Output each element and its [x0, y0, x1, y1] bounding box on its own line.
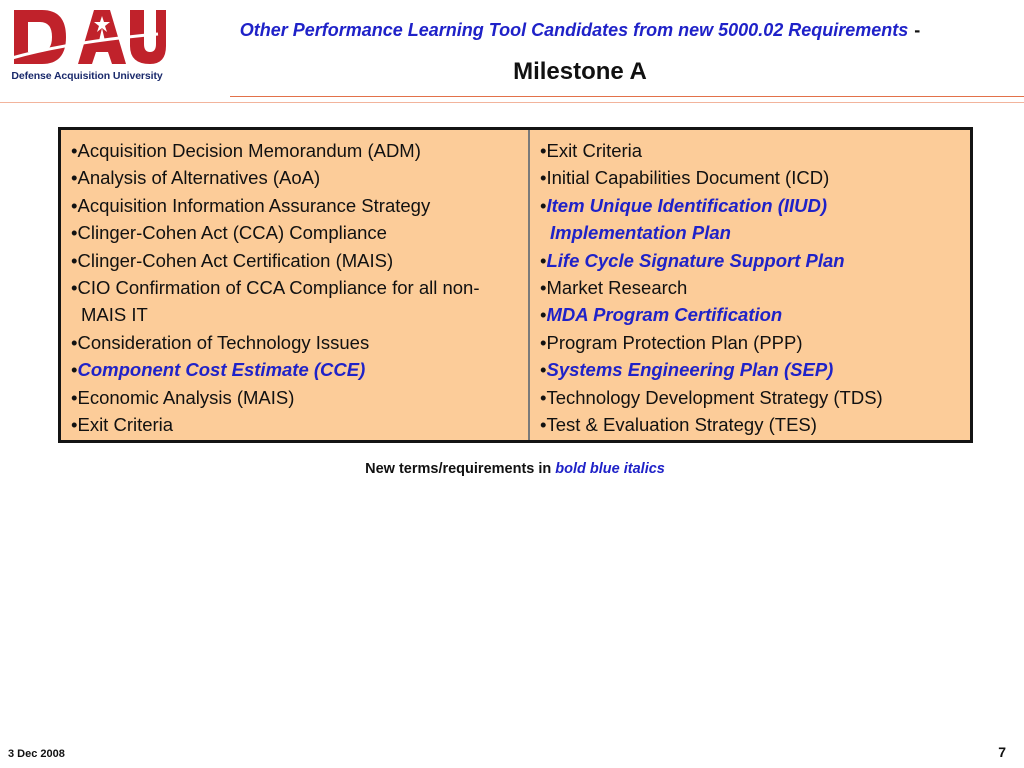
footer-date: 3 Dec 2008	[8, 748, 65, 760]
bullet-glyph: •	[540, 167, 547, 189]
bullet-glyph: •	[540, 277, 547, 299]
bullet-glyph: •	[540, 249, 547, 271]
legend-note	[0, 461, 1024, 477]
bullet-glyph: •	[540, 414, 547, 436]
bullet-glyph: •	[540, 304, 547, 326]
header-subrule	[0, 102, 1024, 103]
requirement-text: Acquisition Decision Memorandum (ADM)	[77, 140, 421, 161]
requirement-text: Systems Engineering Plan (SEP)	[546, 359, 834, 381]
requirement-text: Clinger-Cohen Act Certification (MAIS)	[77, 249, 394, 271]
requirement-item	[71, 137, 522, 164]
slide-title-text: Other Performance Learning Tool Candidates from new 5000.02 Requirements	[239, 20, 909, 40]
requirement-item	[540, 411, 964, 438]
dau-logo-mark	[8, 6, 166, 68]
requirement-text: Consideration of Technology Issues	[77, 331, 370, 353]
bullet-glyph: •	[71, 386, 78, 408]
bullet-glyph: •	[71, 414, 78, 436]
requirement-text: Test & Evaluation Strategy (TES)	[546, 414, 817, 436]
bullet-glyph: •	[71, 140, 78, 161]
requirements-table	[58, 127, 973, 443]
requirement-text: Exit Criteria	[546, 140, 643, 161]
bullet-glyph: •	[540, 359, 547, 381]
requirement-text: Market Research	[546, 277, 688, 299]
requirement-item	[71, 219, 522, 246]
header-rule	[230, 96, 1024, 97]
requirement-text: Analysis of Alternatives (AoA)	[77, 167, 321, 189]
requirement-item	[71, 247, 522, 274]
requirement-item	[540, 164, 964, 191]
requirement-text: Initial Capabilities Document (ICD)	[546, 167, 830, 189]
requirement-item	[540, 356, 964, 383]
bullet-glyph: •	[71, 359, 78, 381]
requirement-text: Component Cost Estimate (CCE)	[77, 359, 366, 381]
requirement-item	[71, 192, 522, 219]
requirement-text: MDA Program Certification	[546, 304, 783, 326]
requirement-text: Clinger-Cohen Act (CCA) Compliance	[77, 222, 387, 244]
page-number: 7	[998, 744, 1006, 760]
bullet-glyph: •	[71, 277, 78, 299]
bullet-glyph: •	[71, 194, 78, 216]
legend-note-highlight: bold blue italics	[555, 461, 665, 477]
bullet-glyph: •	[71, 331, 78, 353]
requirement-item	[540, 192, 964, 247]
requirement-item	[540, 329, 964, 356]
bullet-glyph: •	[71, 167, 78, 189]
requirement-item	[71, 411, 522, 438]
bullet-glyph: •	[540, 194, 547, 216]
dau-logo	[8, 6, 166, 94]
bullet-glyph: •	[540, 140, 547, 161]
requirements-right-column	[530, 130, 970, 440]
requirement-item	[71, 384, 522, 411]
requirement-text: Program Protection Plan (PPP)	[546, 331, 803, 353]
requirement-item	[71, 164, 522, 191]
requirement-item	[540, 301, 964, 328]
requirement-item	[71, 329, 522, 356]
requirement-item	[71, 274, 522, 329]
bullet-glyph: •	[71, 222, 78, 244]
requirement-item	[540, 274, 964, 301]
requirement-item	[540, 137, 964, 164]
requirement-text: Economic Analysis (MAIS)	[77, 386, 295, 408]
logo-caption: Defense Acquisition University	[11, 70, 163, 82]
bullet-glyph: •	[71, 249, 78, 271]
legend-note-prefix: New terms/requirements in	[365, 461, 552, 477]
requirement-item	[540, 247, 964, 274]
bullet-glyph: •	[540, 331, 547, 353]
requirement-text: Item Unique Identification (IIUD) Implementation Plan	[546, 194, 828, 244]
requirements-left-column	[61, 130, 530, 440]
bullet-glyph: •	[540, 386, 547, 408]
requirement-text: Exit Criteria	[77, 414, 174, 436]
requirement-text: CIO Confirmation of CCA Compliance for all non-MAIS IT	[77, 277, 480, 326]
slide-title-dash: -	[914, 20, 921, 40]
requirement-item	[71, 356, 522, 383]
requirement-text: Life Cycle Signature Support Plan	[546, 249, 845, 271]
requirement-text: Acquisition Information Assurance Strategy	[77, 194, 431, 216]
slide-title-line1	[180, 20, 980, 41]
slide-title-line2: Milestone A	[513, 58, 647, 85]
requirement-item	[540, 384, 964, 411]
requirement-text: Technology Development Strategy (TDS)	[546, 386, 883, 408]
